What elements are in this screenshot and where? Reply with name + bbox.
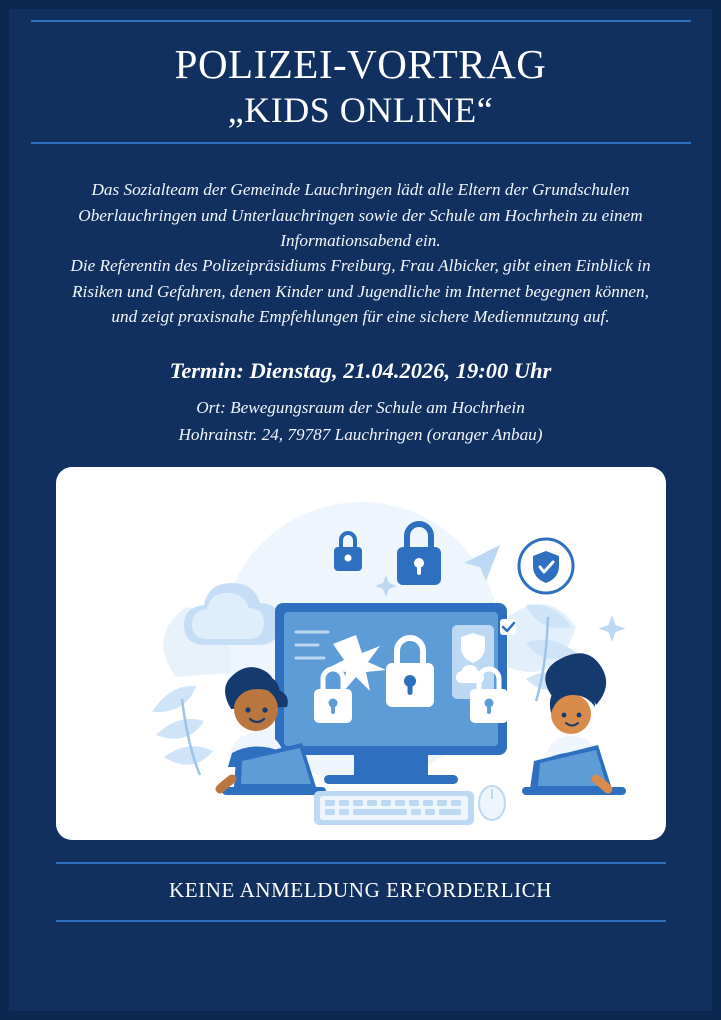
page-title: [175, 42, 547, 130]
event-location-line-2: Hohrainstr. 24, 79787 Lauchringen (oranger Anbau): [178, 424, 543, 444]
footer-note: KEINE ANMELDUNG ERFORDERLICH: [168, 878, 553, 903]
intro-line-1: Das Sozialteam der Gemeinde Lauchringen lädt alle Eltern der Grundschulen: [91, 180, 630, 200]
intro-line-6: und zeigt praxisnahe Empfehlungen für eine sichere Mediennutzung auf.: [111, 307, 610, 327]
event-location-line-1: Ort: Bewegungsraum der Schule am Hochrhein: [196, 397, 525, 417]
divider-under-title: [31, 142, 691, 144]
intro-paragraph: [25, 178, 697, 330]
shield-badge-icon: [519, 539, 573, 593]
divider-footer-bottom: [56, 920, 666, 922]
internet-safety-illustration: [56, 467, 666, 840]
keyboard-graphic: [314, 791, 474, 825]
divider-footer-top: [56, 862, 666, 864]
event-location: [179, 395, 543, 448]
illustration-panel: [56, 467, 666, 840]
title-line-2: „KIDS ONLINE“: [227, 89, 494, 130]
divider-top: [31, 20, 691, 22]
event-date: Termin: Dienstag, 21.04.2026, 19:00 Uhr: [169, 357, 552, 383]
intro-line-5: Risiken und Gefahren, denen Kinder und Jugendliche im Internet begegnen können,: [72, 281, 649, 301]
intro-line-4: Die Referentin des Polizeipräsidiums Freiburg, Frau Albicker, gibt einen Einblick in: [70, 256, 651, 276]
title-line-1: POLIZEI-VORTRAG: [174, 41, 547, 87]
intro-line-3: Informationsabend ein.: [280, 231, 441, 251]
intro-line-2: Oberlauchringen und Unterlauchringen sowie der Schule am Hochrhein zu einem: [78, 205, 643, 225]
mouse-graphic: [479, 786, 505, 820]
